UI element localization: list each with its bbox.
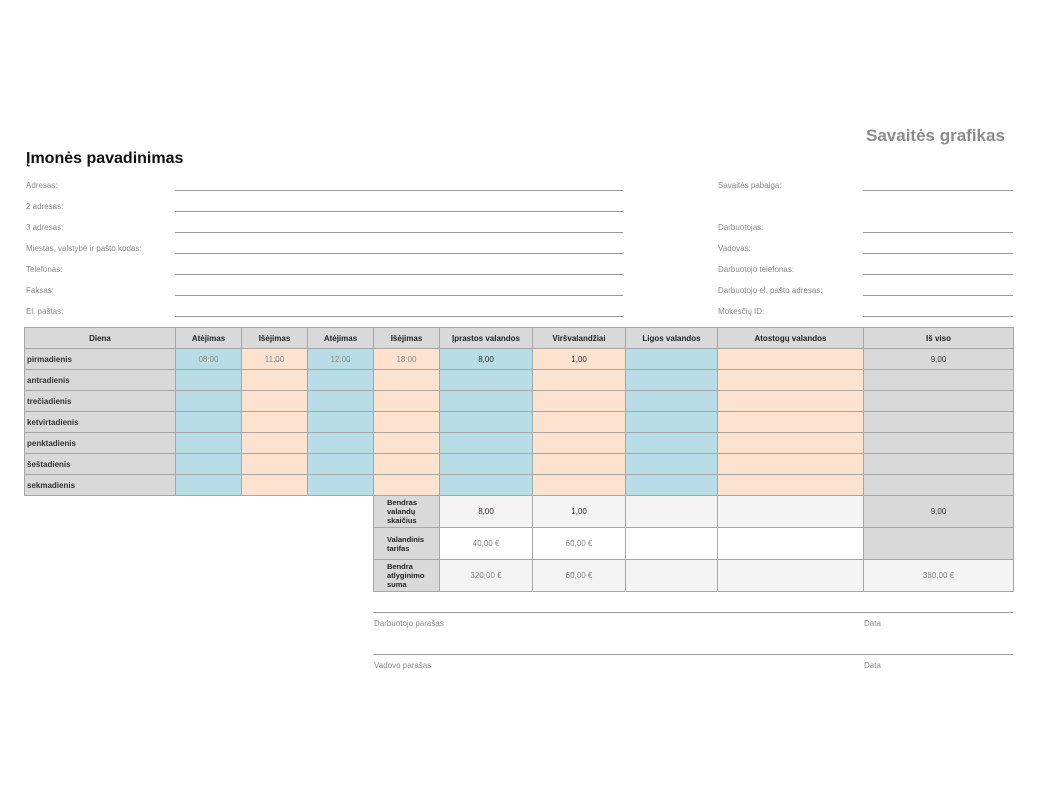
phone-field[interactable] <box>175 274 623 275</box>
regular-hours-cell <box>440 412 533 433</box>
time-out-1-cell[interactable] <box>242 412 308 433</box>
table-header-row <box>25 328 1014 349</box>
overtime-pay-cell: 60,00 € <box>533 560 626 592</box>
time-in-2-cell[interactable] <box>308 391 374 412</box>
time-out-2-cell[interactable]: 18:00 <box>374 349 440 370</box>
total-cell <box>864 454 1014 475</box>
time-in-1-cell[interactable] <box>176 391 242 412</box>
table-row <box>25 391 1014 412</box>
day-cell: ketvirtadienis <box>25 412 176 433</box>
header-time-in-1: Atėjimas <box>176 328 242 349</box>
header-total: Iš viso <box>864 328 1014 349</box>
address-label: Adresas: <box>26 181 58 190</box>
table-row <box>25 433 1014 454</box>
fax-field[interactable] <box>175 295 623 296</box>
day-cell: penktadienis <box>25 433 176 454</box>
timesheet-table <box>24 327 1014 592</box>
time-out-1-cell[interactable] <box>242 391 308 412</box>
manager-signature-line[interactable] <box>373 654 1013 655</box>
total-hours-label: Bendras valandų skaičius <box>374 496 440 528</box>
tax-id-label: Mokesčių ID: <box>718 307 765 316</box>
table-row <box>25 475 1014 496</box>
week-end-label: Savaitės pabaiga: <box>718 181 782 190</box>
sick-pay-cell <box>626 560 718 592</box>
total-cell <box>864 370 1014 391</box>
manager-field[interactable] <box>863 253 1013 254</box>
time-in-2-cell[interactable] <box>308 412 374 433</box>
header-time-out-1: Išėjimas <box>242 328 308 349</box>
overtime-cell <box>533 475 626 496</box>
time-out-2-cell[interactable] <box>374 475 440 496</box>
overtime-cell <box>533 370 626 391</box>
sick-hours-cell[interactable] <box>626 433 718 454</box>
city-state-zip-label: Miestas, valstybė ir pašto kodas: <box>26 244 142 253</box>
regular-hours-cell <box>440 433 533 454</box>
header-sick-hours: Ligos valandos <box>626 328 718 349</box>
city-state-zip-field[interactable] <box>175 253 623 254</box>
sick-hours-cell[interactable] <box>626 370 718 391</box>
header-overtime: Viršvalandžiai <box>533 328 626 349</box>
overtime-cell <box>533 391 626 412</box>
time-in-2-cell[interactable] <box>308 454 374 475</box>
vacation-hours-cell[interactable] <box>718 412 864 433</box>
header-regular-hours: Įprastos valandos <box>440 328 533 349</box>
address-field[interactable] <box>175 190 623 191</box>
time-in-2-cell[interactable] <box>308 370 374 391</box>
regular-hours-cell: 8,00 <box>440 349 533 370</box>
header-vacation-hours: Atostogų valandos <box>718 328 864 349</box>
day-cell: antradienis <box>25 370 176 391</box>
fax-label: Faksas: <box>26 286 55 295</box>
regular-hours-cell <box>440 454 533 475</box>
vacation-hours-cell[interactable] <box>718 454 864 475</box>
time-in-1-cell[interactable] <box>176 370 242 391</box>
time-in-1-cell[interactable] <box>176 412 242 433</box>
tax-id-field[interactable] <box>863 316 1013 317</box>
time-out-2-cell[interactable] <box>374 391 440 412</box>
vacation-hours-cell[interactable] <box>718 475 864 496</box>
vacation-hours-cell[interactable] <box>718 370 864 391</box>
header-time-in-2: Atėjimas <box>308 328 374 349</box>
header-time-out-2: Išėjimas <box>374 328 440 349</box>
total-overtime-hours: 1,00 <box>533 496 626 528</box>
hourly-rate-label: Valandinis tarifas <box>374 528 440 560</box>
address2-label: 2 adresas: <box>26 202 64 211</box>
employee-email-label: Darbuotojo el. pašto adresas: <box>718 286 823 295</box>
time-out-2-cell[interactable] <box>374 454 440 475</box>
summary-row-rate <box>25 528 1014 560</box>
total-cell <box>864 412 1014 433</box>
sick-rate-cell[interactable] <box>626 528 718 560</box>
employee-signature-line[interactable] <box>373 612 1013 613</box>
table-row <box>25 412 1014 433</box>
summary-row-total-hours <box>25 496 1014 528</box>
employee-phone-field[interactable] <box>863 274 1013 275</box>
regular-rate-cell[interactable]: 40,00 € <box>440 528 533 560</box>
overtime-cell: 1,00 <box>533 349 626 370</box>
vacation-rate-cell[interactable] <box>718 528 864 560</box>
email-field[interactable] <box>175 316 623 317</box>
manager-label: Vadovas: <box>718 244 751 253</box>
company-name: Įmonės pavadinimas <box>26 150 184 167</box>
overtime-cell <box>533 412 626 433</box>
table-row <box>25 454 1014 475</box>
overtime-rate-cell[interactable]: 60,00 € <box>533 528 626 560</box>
sick-hours-cell[interactable] <box>626 475 718 496</box>
employee-field[interactable] <box>863 232 1013 233</box>
total-regular-hours: 8,00 <box>440 496 533 528</box>
manager-signature-label: Vadovo parašas <box>374 661 432 670</box>
overtime-cell <box>533 454 626 475</box>
manager-date-label: Data <box>864 661 881 670</box>
total-pay-cell: 380,00 € <box>864 560 1014 592</box>
day-cell: sekmadienis <box>25 475 176 496</box>
time-in-1-cell[interactable] <box>176 454 242 475</box>
time-out-1-cell[interactable] <box>242 370 308 391</box>
regular-hours-cell <box>440 391 533 412</box>
regular-pay-cell: 320,00 € <box>440 560 533 592</box>
address3-field[interactable] <box>175 232 623 233</box>
document-title: Savaitės grafikas <box>866 126 1005 145</box>
day-cell: trečiadienis <box>25 391 176 412</box>
address2-field[interactable] <box>175 211 623 212</box>
sick-hours-cell[interactable] <box>626 391 718 412</box>
time-out-2-cell[interactable] <box>374 412 440 433</box>
vacation-hours-cell[interactable] <box>718 433 864 454</box>
week-end-field[interactable] <box>863 190 1013 191</box>
total-cell <box>864 475 1014 496</box>
time-in-2-cell[interactable]: 12:00 <box>308 349 374 370</box>
total-cell <box>864 391 1014 412</box>
employee-label: Darbuotojas: <box>718 223 764 232</box>
overtime-cell <box>533 433 626 454</box>
employee-email-field[interactable] <box>863 295 1013 296</box>
table-row <box>25 370 1014 391</box>
employee-signature-label: Darbuotojo parašas <box>374 619 444 628</box>
day-cell: pirmadienis <box>25 349 176 370</box>
total-sick-hours <box>626 496 718 528</box>
day-cell: šeštadienis <box>25 454 176 475</box>
time-out-1-cell[interactable] <box>242 433 308 454</box>
vacation-hours-cell[interactable] <box>718 391 864 412</box>
phone-label: Telefonas: <box>26 265 63 274</box>
sick-hours-cell[interactable] <box>626 349 718 370</box>
total-hours-all: 9,00 <box>864 496 1014 528</box>
regular-hours-cell <box>440 370 533 391</box>
address3-label: 3 adresas: <box>26 223 64 232</box>
regular-hours-cell <box>440 475 533 496</box>
vacation-hours-cell[interactable] <box>718 349 864 370</box>
rate-total-cell <box>864 528 1014 560</box>
total-cell: 9,00 <box>864 349 1014 370</box>
time-in-1-cell[interactable] <box>176 433 242 454</box>
summary-row-pay <box>25 560 1014 592</box>
sick-hours-cell[interactable] <box>626 454 718 475</box>
time-out-1-cell[interactable]: 11:00 <box>242 349 308 370</box>
total-cell <box>864 433 1014 454</box>
employee-date-label: Data <box>864 619 881 628</box>
vacation-pay-cell <box>718 560 864 592</box>
time-in-2-cell[interactable] <box>308 433 374 454</box>
time-in-2-cell[interactable] <box>308 475 374 496</box>
employee-phone-label: Darbuotojo telefonas: <box>718 265 795 274</box>
total-vacation-hours <box>718 496 864 528</box>
time-out-1-cell[interactable] <box>242 475 308 496</box>
header-day: Diena <box>25 328 176 349</box>
table-row <box>25 349 1014 370</box>
time-out-2-cell[interactable] <box>374 370 440 391</box>
time-out-2-cell[interactable] <box>374 433 440 454</box>
time-in-1-cell[interactable]: 08:00 <box>176 349 242 370</box>
sick-hours-cell[interactable] <box>626 412 718 433</box>
total-pay-label: Bendra atlyginimo suma <box>374 560 440 592</box>
time-in-1-cell[interactable] <box>176 475 242 496</box>
email-label: El. paštas: <box>26 307 64 316</box>
time-out-1-cell[interactable] <box>242 454 308 475</box>
